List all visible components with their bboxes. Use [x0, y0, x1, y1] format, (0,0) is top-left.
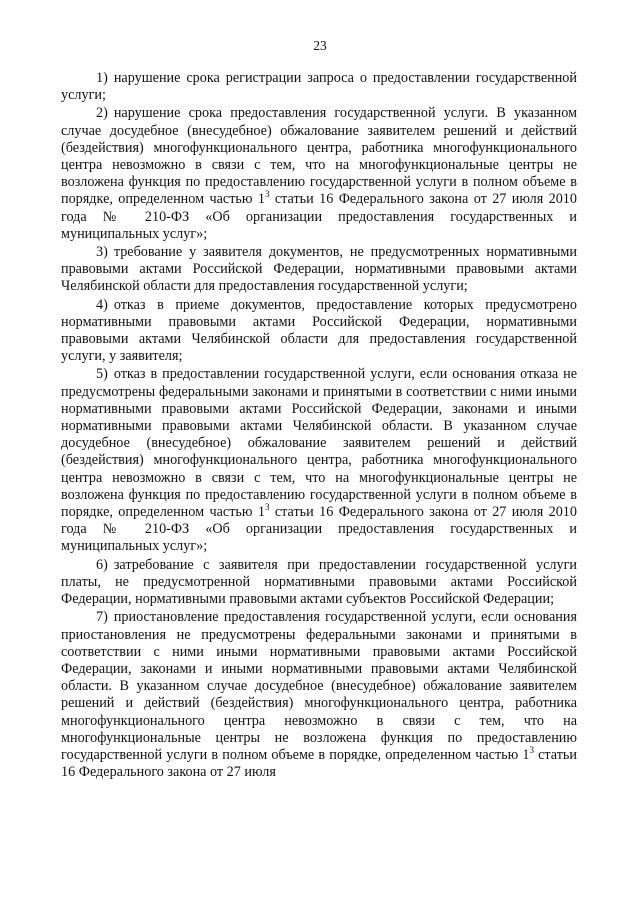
superscript: 3	[264, 502, 270, 513]
item-number: 5)	[96, 366, 108, 383]
item-number: 3)	[96, 244, 108, 261]
item-number: 7)	[96, 609, 108, 626]
item-text-continued: статьи 16 Федерального закона от 27 июля 2010 года № 210-ФЗ «Об организации предоставления государственных и муниципальных услуг»;	[61, 191, 577, 242]
item-text: приостановление предоставления государственной услуги, если основания приостановления не предусмотрены федеральными законами и принятыми в соответствии с ними иными нормативными правовыми актами Российской Федерации, законами и иными нормативными правовыми актами Челябинской области. В указанном случае досудебное (внесудебное) обжалование заявителем решений и действий (бездействия) многофункционального центра, работника многофункционального центра невозможно в связи с тем, что на многофункциональные центры не возложена функция по предоставлению государственной услуги в полном объеме в порядке, определенном частью 1	[61, 609, 577, 763]
list-item-1	[61, 70, 577, 104]
item-text: нарушение срока регистрации запроса о предоставлении государственной услуги;	[61, 70, 577, 104]
list-item-7	[61, 609, 577, 781]
document-body	[61, 70, 577, 782]
page-number: 23	[313, 38, 327, 53]
item-number: 2)	[96, 105, 108, 122]
list-item-4	[61, 297, 577, 366]
item-number: 4)	[96, 296, 108, 313]
list-item-2	[61, 105, 577, 243]
superscript: 3	[264, 189, 270, 200]
item-text: требование у заявителя документов, не предусмотренных нормативными правовыми актами Российской Федерации, нормативными правовыми актами Челябинской области для предоставления государственной услуги;	[61, 244, 577, 295]
item-text: отказ в приеме документов, предоставление которых предусмотрено нормативными правовыми актами Российской Федерации, нормативными правовыми актами Челябинской области для предоставления государственной услуги, у заявителя;	[61, 296, 577, 365]
item-text: нарушение срока предоставления государственной услуги. В указанном случае досудебное (внесудебное) обжалование заявителем решений и действий (бездействия) многофункционального центра, работника многофункционального центра невозможно в связи с тем, что на многофункциональные центры не возложена функция по предоставлению государственной услуги в полном объеме в порядке, определенном частью 1	[61, 105, 577, 208]
item-number: 6)	[96, 556, 108, 573]
item-text-continued: статьи 16 Федерального закона от 27 июля 2010 года № 210-ФЗ «Об организации предоставления государственных и муниципальных услуг»;	[61, 504, 577, 555]
list-item-3	[61, 244, 577, 296]
superscript: 3	[529, 744, 534, 755]
list-item-5	[61, 366, 577, 555]
item-text: затребование с заявителя при предоставлении государственной услуги платы, не предусмотренной нормативными правовыми актами Российской Федерации, нормативными правовыми актами субъектов Российской Федерации;	[61, 556, 577, 608]
item-text: отказ в предоставлении государственной услуги, если основания отказа не предусмотрены федеральными законами и принятыми в соответствии с ними иными нормативными правовыми актами Российской Федерации, законами и иными нормативными правовыми актами Челябинской области. В указанном случае досудебное (внесудебное) обжалование заявителем решений и действий (бездействия) многофункционального центра, работника многофункционального центра невозможно в связи с тем, что на многофункциональные центры не возложена функция по предоставлению государственной услуги в полном объеме в порядке, определенном частью 1	[61, 366, 577, 521]
list-item-6	[61, 557, 577, 609]
item-number: 1)	[96, 70, 108, 86]
item-text-continued: статьи 16 Федерального закона от 27 июля	[61, 746, 577, 781]
